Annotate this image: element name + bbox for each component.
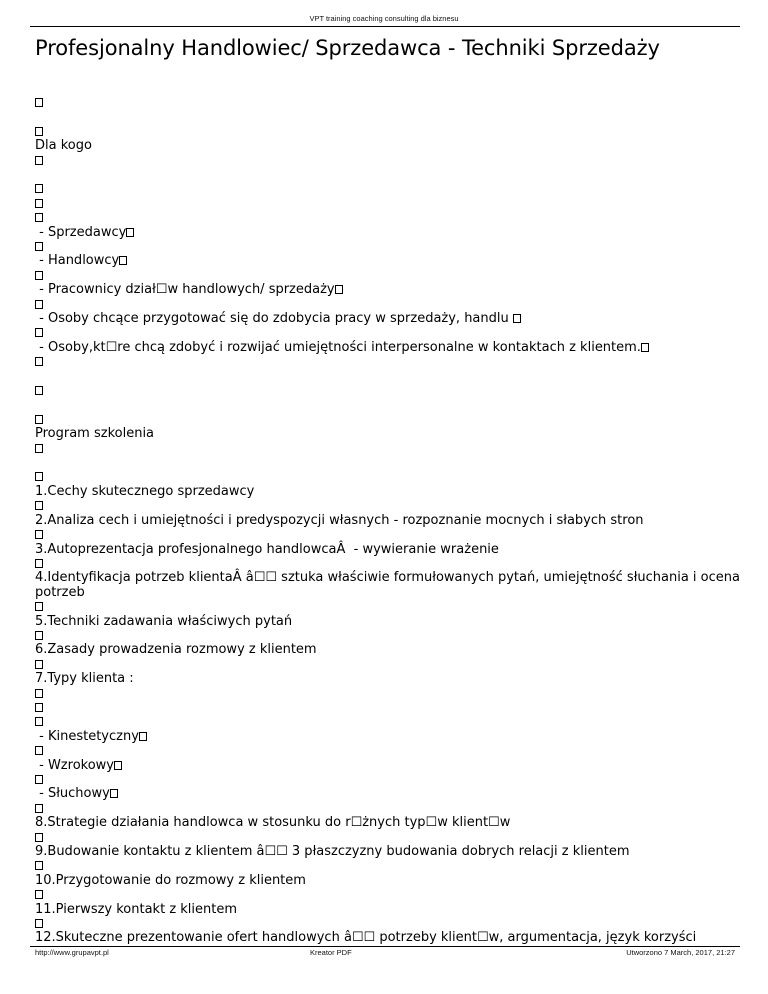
placeholder-glyph — [35, 326, 740, 340]
placeholder-glyph — [35, 154, 740, 168]
document-title: Profesjonalny Handlowiec/ Sprzedawca - Techniki Sprzedaży — [35, 36, 660, 60]
placeholder-glyph — [35, 831, 740, 845]
program-item: 4.Identyfikacja potrzeb klientaÂ â☐☐ sztuka właściwie formułowanych pytań, umiejętność słuchania i ocena potrzeb — [35, 570, 740, 600]
placeholder-glyph — [35, 96, 740, 110]
placeholder-glyph — [35, 470, 740, 484]
program-item: 5.Techniki zadawania właściwych pytań — [35, 613, 293, 629]
program-item: 11.Pierwszy kontakt z klientem — [35, 901, 238, 917]
footer-divider — [30, 946, 740, 947]
section-heading-dla-kogo: Dla kogo — [35, 138, 92, 154]
footer-generator: Kreator PDF — [310, 948, 352, 957]
audience-item: - Sprzedawcy — [35, 226, 740, 240]
placeholder-glyph — [35, 600, 740, 614]
audience-item: - Osoby,kt☐re chcą zdobyć i rozwijać umiejętności interpersonalne w kontaktach z klientem. — [35, 341, 740, 355]
placeholder-glyph — [35, 715, 740, 729]
placeholder-glyph — [35, 528, 740, 542]
program-item: 10.Przygotowanie do rozmowy z klientem — [35, 872, 306, 888]
program-item: 8.Strategie działania handlowca w stosunku do r☐żnych typ☐w klient☐w — [35, 815, 511, 831]
placeholder-glyph — [35, 442, 740, 456]
footer-created-date: Utworzono 7 March, 2017, 21:27 — [626, 948, 735, 957]
page-header: VPT training coaching consulting dla biznesu — [309, 14, 459, 23]
program-item: 3.Autoprezentacja profesjonalnego handlowcaÂ - wywieranie wrażenie — [35, 541, 499, 557]
program-item: 1.Cechy skutecznego sprzedawcy — [35, 483, 255, 499]
client-type-item: - Kinestetyczny — [35, 730, 740, 744]
placeholder-glyph — [35, 211, 740, 225]
placeholder-glyph — [35, 658, 740, 672]
section-heading-program: Program szkolenia — [35, 426, 155, 442]
placeholder-glyph — [35, 499, 740, 513]
placeholder-glyph — [35, 269, 740, 283]
placeholder-glyph — [35, 687, 740, 701]
placeholder-glyph — [35, 182, 740, 196]
program-item: 2.Analiza cech i umiejętności i predyspozycji własnych - rozpoznanie mocnych i słabych stron — [35, 512, 644, 528]
placeholder-glyph — [35, 240, 740, 254]
placeholder-glyph — [35, 701, 740, 715]
placeholder-glyph — [35, 413, 740, 427]
program-item: 9.Budowanie kontaktu z klientem â☐☐ 3 płaszczyzny budowania dobrych relacji z klientem — [35, 844, 630, 860]
audience-item: - Handlowcy — [35, 254, 740, 268]
placeholder-glyph — [35, 355, 740, 369]
program-item: 6.Zasady prowadzenia rozmowy z klientem — [35, 642, 317, 658]
program-item: 7.Typy klienta : — [35, 671, 134, 687]
placeholder-glyph — [35, 629, 740, 643]
program-item: 12.Skuteczne prezentowanie ofert handlowych â☐☐ potrzeby klient☐w, argumentacja, język korzyści — [35, 930, 697, 946]
client-type-item: - Wzrokowy — [35, 759, 740, 773]
placeholder-glyph — [35, 125, 740, 139]
document-body — [35, 96, 740, 946]
client-type-item: - Słuchowy — [35, 787, 740, 801]
placeholder-glyph — [35, 888, 740, 902]
placeholder-glyph — [35, 859, 740, 873]
placeholder-glyph — [35, 384, 740, 398]
placeholder-glyph — [35, 197, 740, 211]
placeholder-glyph — [35, 744, 740, 758]
audience-item: - Pracownicy dział☐w handlowych/ sprzedaży — [35, 283, 740, 297]
placeholder-glyph — [35, 917, 740, 931]
header-divider — [30, 26, 740, 27]
placeholder-glyph — [35, 802, 740, 816]
placeholder-glyph — [35, 298, 740, 312]
footer-url: http://www.grupavpt.pl — [35, 948, 109, 957]
audience-item: - Osoby chcące przygotować się do zdobycia pracy w sprzedaży, handlu — [35, 312, 740, 326]
placeholder-glyph — [35, 773, 740, 787]
